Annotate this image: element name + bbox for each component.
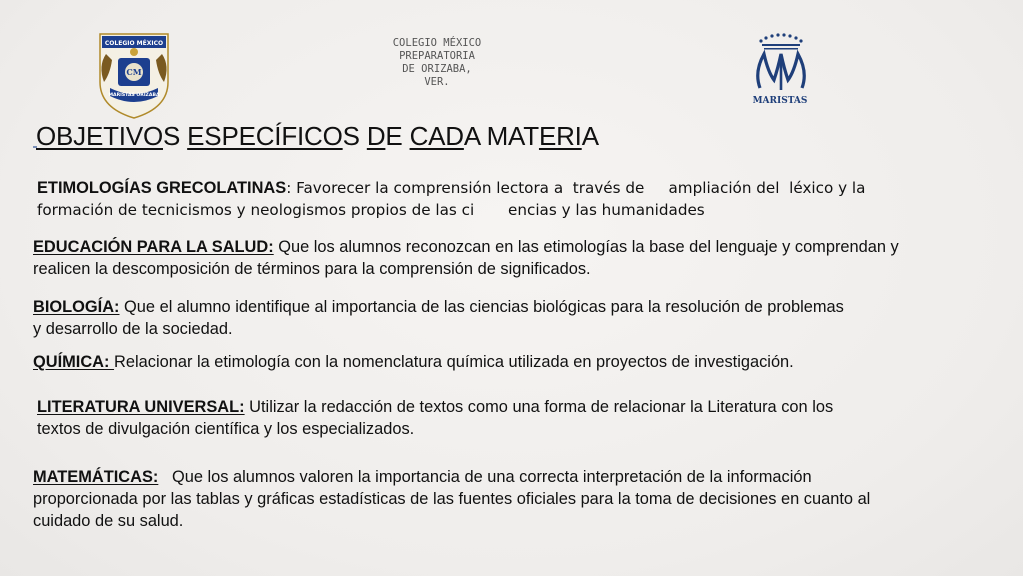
crest-bottom-text: MARISTAS ORIZABA [108, 93, 160, 98]
subject-text: Que los alumnos valoren la importancia de una correcta interpretación de la información [158, 468, 812, 486]
title-segment: D [366, 121, 386, 151]
subject-label: QUÍMICA: [33, 353, 115, 371]
subject-label: MATEMÁTICAS: [33, 468, 159, 486]
subject-label: LITERATURA UNIVERSAL: [37, 398, 245, 416]
subject-label: ETIMOLOGÍAS GRECOLATINAS [37, 179, 287, 197]
title-segment: CAD [409, 121, 464, 151]
crest-monogram: CM [126, 67, 142, 77]
subject-label: BIOLOGÍA: [33, 298, 120, 316]
subject-text: cuidado de su salud. [33, 512, 184, 530]
school-line: COLEGIO MÉXICO [392, 37, 482, 49]
subject-educacion-salud [33, 236, 899, 280]
subject-text: Relacionar la etimología con la nomenclatura química utilizada en proyectos de investigación. [114, 353, 794, 371]
subject-literatura [37, 396, 833, 440]
title-segment: E [385, 121, 410, 151]
subject-etimologias [37, 177, 865, 221]
subject-text: y desarrollo de la sociedad. [33, 320, 233, 338]
school-line: DE ORIZABA, [402, 63, 472, 75]
title-segment: S [342, 121, 367, 151]
subject-quimica [33, 351, 794, 373]
subject-text: Que el alumno identifique al importancia de las ciencias biológicas para la resolución de problemas [119, 298, 844, 316]
subject-text: Utilizar la redacción de textos como una forma de relacionar la Literatura con los [244, 398, 834, 416]
maristas-logo-text: MARISTAS [752, 96, 808, 106]
subject-matematicas [33, 466, 870, 532]
school-line: PREPARATORIA [399, 50, 475, 62]
subject-label: EDUCACIÓN PARA LA SALUD: [33, 238, 274, 256]
subject-text: realicen la descomposición de términos para la comprensión de significados. [33, 260, 591, 278]
title-segment: A [581, 121, 599, 151]
subject-biologia [33, 296, 844, 340]
title-segment: ERI [538, 121, 582, 151]
subject-text: : Favorecer la comprensión lectora a través de ampliación del léxico y la [286, 179, 866, 197]
school-line: VER. [424, 76, 450, 88]
school-name [372, 37, 502, 89]
subject-text: formación de tecnicismos y neologismos propios de las ci encias y las humanidades [37, 201, 705, 219]
subject-text: proporcionada por las tablas y gráficas estadísticas de las fuentes oficiales para la toma de decisiones en cuanto al [33, 490, 871, 508]
colegio-mexico-crest-icon [96, 30, 172, 120]
page-title [36, 121, 599, 152]
title-segment: S [162, 121, 188, 151]
title-segment: OBJETIVO [36, 121, 163, 151]
title-segment: ESPECÍFICO [187, 121, 343, 151]
title-segment: A MAT [463, 121, 539, 151]
crest-top-text: COLEGIO MÉXICO [104, 40, 164, 47]
subject-text: Que los alumnos reconozcan en las etimologías la base del lenguaje y comprendan y [273, 238, 899, 256]
maristas-logo-icon [744, 32, 818, 108]
subject-text: textos de divulgación científica y los especializados. [37, 420, 415, 438]
